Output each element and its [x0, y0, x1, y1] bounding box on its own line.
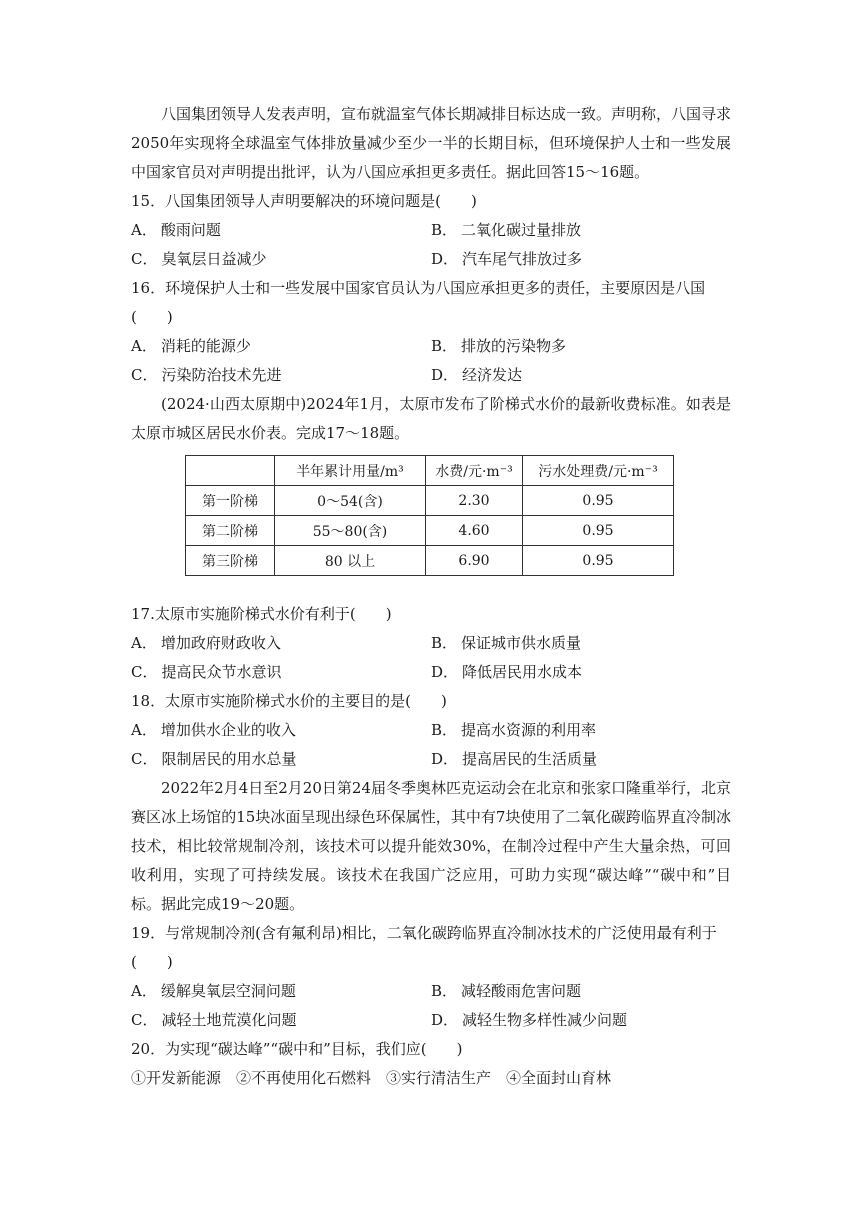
- table-header-row: [186, 456, 674, 486]
- option-a[interactable]: A． 酸雨问题: [131, 221, 221, 239]
- question-18-stem: 18．太原市实施阶梯式水价的主要目的是( ): [131, 692, 447, 710]
- option-b[interactable]: B． 二氧化碳过量排放: [431, 221, 582, 239]
- option-b[interactable]: B． 排放的污染物多: [431, 337, 567, 355]
- option-b[interactable]: B． 保证城市供水质量: [431, 634, 582, 652]
- table-cell: 0.95: [523, 486, 674, 516]
- question-15-stem: 15．八国集团领导人声明要解决的环境问题是( ): [131, 192, 477, 210]
- table-header-cell: [186, 456, 275, 486]
- option-d[interactable]: D． 汽车尾气排放过多: [431, 250, 583, 268]
- option-d[interactable]: D． 减轻生物多样性减少问题: [431, 1011, 628, 1029]
- passage-winter-olympics: 2022年2月4日至2月20日第24届冬季奥林匹克运动会在北京和张家口隆重举行，北京赛区冰上场馆的15块冰面呈现出绿色环保属性，其中有7块使用了二氧化碳跨临界直冷制冰技术，相比较常规制冷剂，该技术可以提升能效30%，在制冷过程中产生大量余热，可回收利用，实现了可持续发展。该技术在我国广泛应用，可助力实现“碳达峰”“碳中和”目标。据此完成19～20题。: [131, 779, 731, 913]
- option-c[interactable]: C． 臭氧层日益减少: [131, 250, 267, 268]
- question-19-options: [131, 977, 731, 1035]
- table-cell: 6.90: [426, 546, 523, 576]
- option-c[interactable]: C． 提高民众节水意识: [131, 663, 282, 681]
- passage-water-price: (2024·山西太原期中)2024年1月，太原市发布了阶梯式水价的最新收费标准。如表是太原市城区居民水价表。完成17～18题。: [131, 395, 731, 442]
- table-cell: 0～54(含): [275, 486, 426, 516]
- option-b[interactable]: B． 提高水资源的利用率: [431, 721, 597, 739]
- table-cell: 55～80(含): [275, 516, 426, 546]
- option-d[interactable]: D． 提高居民的生活质量: [431, 750, 598, 768]
- question-20-stem: 20．为实现“碳达峰”“碳中和”目标，我们应( ): [131, 1040, 463, 1058]
- question-16-options: [131, 332, 731, 390]
- table-cell: 第三阶梯: [186, 546, 275, 576]
- table-row: [186, 516, 674, 546]
- question-20-items: ①开发新能源 ②不再使用化石燃料 ③实行清洁生产 ④全面封山育林: [131, 1069, 612, 1087]
- option-c[interactable]: C． 减轻土地荒漠化问题: [131, 1011, 297, 1029]
- option-d[interactable]: D． 经济发达: [431, 366, 523, 384]
- table-header-cell: 水费/元·m⁻³: [426, 456, 523, 486]
- option-b[interactable]: B． 减轻酸雨危害问题: [431, 982, 582, 1000]
- table-cell: 第一阶梯: [186, 486, 275, 516]
- water-price-table: [185, 455, 674, 576]
- option-a[interactable]: A． 增加政府财政收入: [131, 634, 281, 652]
- table-cell: 80 以上: [275, 546, 426, 576]
- option-c[interactable]: C． 污染防治技术先进: [131, 366, 282, 384]
- table-cell: 0.95: [523, 516, 674, 546]
- passage-carbon-g8: 八国集团领导人发表声明，宣布就温室气体长期减排目标达成一致。声明称，八国寻求2050年实现将全球温室气体排放量减少至少一半的长期目标，但环境保护人士和一些发展中国家官员对声明提出批评，认为八国应承担更多责任。据此回答15～16题。: [131, 105, 732, 181]
- question-17-options: [131, 629, 731, 687]
- table-row: [186, 486, 674, 516]
- document-page: [131, 100, 731, 1093]
- question-19-stem: 19．与常规制冷剂(含有氟利昂)相比，二氧化碳跨临界直冷制冰技术的广泛使用最有利于( ): [131, 924, 717, 971]
- table-cell: 4.60: [426, 516, 523, 546]
- question-15-options: [131, 216, 731, 274]
- option-c[interactable]: C． 限制居民的用水总量: [131, 750, 297, 768]
- table-cell: 第二阶梯: [186, 516, 275, 546]
- option-d[interactable]: D． 降低居民用水成本: [431, 663, 583, 681]
- option-a[interactable]: A． 增加供水企业的收入: [131, 721, 296, 739]
- table-header-cell: 污水处理费/元·m⁻³: [523, 456, 674, 486]
- table-cell: 0.95: [523, 546, 674, 576]
- option-a[interactable]: A． 缓解臭氧层空洞问题: [131, 982, 296, 1000]
- option-a[interactable]: A． 消耗的能源少: [131, 337, 251, 355]
- table-header-cell: 半年累计用量/m³: [275, 456, 426, 486]
- question-17-stem: 17.太原市实施阶梯式水价有利于( ): [131, 605, 392, 623]
- question-16-stem: 16．环境保护人士和一些发展中国家官员认为八国应承担更多的责任，主要原因是八国( ): [131, 279, 706, 326]
- table-row: [186, 546, 674, 576]
- question-18-options: [131, 716, 731, 774]
- table-cell: 2.30: [426, 486, 523, 516]
